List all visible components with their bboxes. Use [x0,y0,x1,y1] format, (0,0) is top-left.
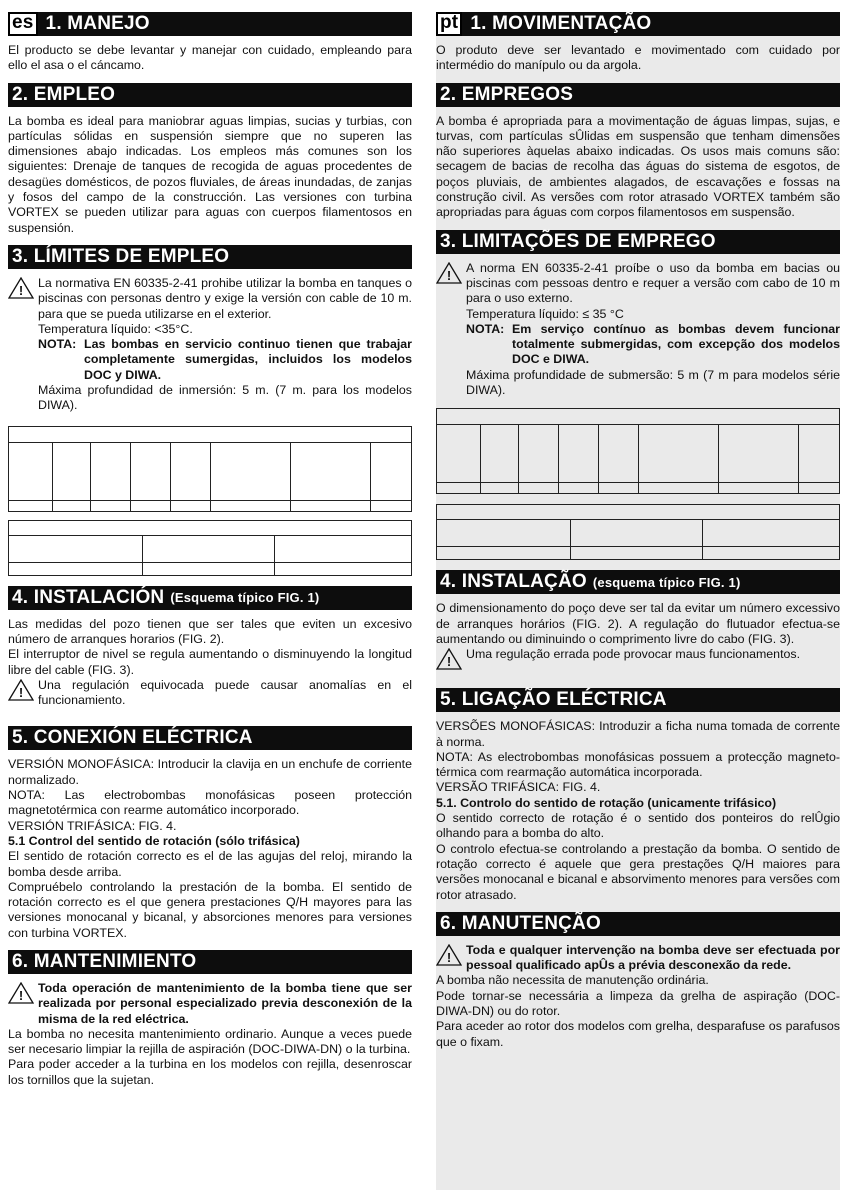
section-subtitle: (esquema típico FIG. 1) [592,574,741,590]
install-warning: Uma regulação errada pode provocar maus funcionamentos. [466,647,801,662]
rotation-text-1: O sentido correcto de rotação é o sentido dos ponteiros do relÛgio olhando para a bomba do alto. [436,811,840,841]
svg-text:!: ! [446,949,452,965]
table-cell [703,520,840,547]
svg-text:!: ! [18,684,24,700]
data-table-1 [436,408,840,494]
install-text-1: Las medidas del pozo tienen que ser tales que eviten un excesivo número de arranques horarios (FIG. 2). [8,616,412,646]
maintenance-text-2: Para poder acceder a la turbina en los modelos con rejilla, desenroscar los tornillos que la sujetan. [8,1057,412,1087]
depth-text: Máxima profundidad de inmersión: 5 m. (7 m. para los modelos DIWA). [38,383,412,413]
table-cell [9,442,53,500]
table-header-row [437,505,840,520]
section-6-heading [436,912,840,936]
data-table-1 [8,426,412,512]
electrical-text-1: VERSÕES MONOFÁSICAS: Introduzir a ficha numa tomada de corrente à norma. [436,719,840,749]
spanish-column [8,12,412,1088]
section-3-heading [436,230,840,254]
maintenance-text-3: Para aceder ao rotor dos modelos com grelha, desparafuse os parafusos que o fixam. [436,1019,840,1049]
section-3-heading [8,245,412,269]
section-2-heading [8,83,412,107]
section-title: 2. EMPLEO [12,83,116,105]
subsection-5-1-title: 5.1. Controlo do sentido de rotação (unicamente trifásico) [436,795,777,810]
section-title: 5. LIGAÇÃO ELÉCTRICA [440,689,667,711]
subsection-5-1-title: 5.1 Control del sentido de rotación (sólo trifásica) [8,833,300,848]
section-1-text: O produto deve ser levantado e movimentado com cuidado por intermédio do manípulo ou da argola. [436,43,840,73]
table-cell [91,442,131,500]
warning-block [436,261,840,399]
section-title: 1. MOVIMENTAÇÃO [470,13,652,34]
rotation-text-1: El sentido de rotación correcto es el de las agujas del reloj, mirando la bomba desde arriba. [8,849,412,879]
section-2-text: A bomba é apropriada para a movimentação de águas limpas, sujas, e turvas, com partículas sÛlidas em suspensão que tenham dimensões não superiores àquelas abaixo indicadas. Os usos mais comuns são: secagem de bacias de recolha das águas do sistema de esgotos, de poços pluviais, de ambientes alagados, de escavações e fossas na construção civil. As versões com rotor atrasado VORTEX também são apropriadas para águas com corpos filamentosos em suspensão. [436,113,840,220]
warning-icon [436,944,462,966]
table-cell [171,442,211,500]
depth-text: Máxima profundidade de submersão: 5 m (7 m para modelos série DIWA). [466,367,840,398]
electrical-text-3: VERSÃO TRIFÁSICA: FIG. 4. [436,780,601,795]
section-5-heading [436,688,840,712]
install-text-2: El interruptor de nivel se regula aumentando o disminuyendo la longitud libre del cable (FIG. 3). [8,647,412,677]
section-5-heading [8,726,412,750]
table-cell [437,520,571,547]
data-table-2 [436,504,840,560]
table-cell [519,425,559,483]
section-2-heading [436,83,840,107]
limits-text: A norma EN 60335-2-41 proíbe o uso da bomba em bacias ou piscinas com pessoas dentro e requer a versão com cabo de 10 m para o uso externo. [466,260,840,306]
electrical-text-2: NOTA: Las electrobombas monofásicas poseen protección magnetotérmica con rearme automático incorporado. [8,788,412,818]
table-header-row [9,426,412,442]
warning-block [8,981,412,1027]
warning-block [8,678,412,709]
note-text: Em serviço contínuo as bombas devem funcionar totalmente submergidas, com excepção dos modelos DOC e DIWA. [512,321,840,367]
table-cell [571,520,703,547]
maintenance-warning: Toda operación de mantenimiento de la bomba tiene que ser realizada por personal especializado previa desconexión de la misma de la red eléctrica. [38,980,412,1026]
table-cell [291,442,371,500]
table-cell [599,425,639,483]
electrical-text-3: VERSIÓN TRIFÁSICA: FIG. 4. [8,818,177,833]
table-cell [131,442,171,500]
section-subtitle: (Esquema típico FIG. 1) [170,590,320,606]
section-4-heading [8,586,412,610]
maintenance-warning: Toda e qualquer intervenção na bomba deve ser efectuada por pessoal qualificado apÛs a prévia desconexão da rede. [466,942,840,973]
section-2-text: La bomba es ideal para maniobrar aguas limpias, sucias y turbias, con partículas sólidas en suspensión siempre que no superen las dimensiones abajo indicadas. Los empleos más comunes son los siguientes: Drenaje de tanques de recogida de aguas procedentes de desagües domésticos, de pozos fluviales, de áreas inundadas, de zanjas y fosos del campo de la construcción. Las versiones con turbina VORTEX se pueden utilizar para aguas con cuerpos filamentosos en suspensión. [8,113,412,235]
note-block [38,337,412,383]
install-text-1: O dimensionamento do poço deve ser tal da evitar um número excessivo de arranques horários (FIG. 2). A regulação do flutuador efectua-se aumentando ou diminuindo o comprimento livre do cabo (FIG. 3). [436,601,840,646]
svg-text:!: ! [446,654,452,670]
warning-icon [436,648,462,670]
table-cell [211,442,291,500]
temperature-text: Temperatura líquido: ≤ 35 °C [466,306,624,321]
section-1-heading [436,12,840,36]
table-cell [559,425,599,483]
language-badge: pt [436,12,462,36]
section-title: 3. LÍMITES DE EMPLEO [12,245,230,267]
section-title: 4. INSTALACIÓN [12,586,165,608]
warning-icon [436,262,462,284]
table-cell [371,442,412,500]
section-title: 3. LIMITAÇÕES DE EMPREGO [440,230,716,252]
maintenance-text-1: A bomba não necessita de manutenção ordinária. [436,973,709,988]
warning-block [436,943,840,974]
section-title: 6. MANUTENÇÃO [440,912,601,934]
limits-text: La normativa EN 60335-2-41 prohibe utilizar la bomba en tanques o piscinas con personas dentro y exige la versión con cable de 10 m. para que se pueda utilizarse en el exterior. [38,275,412,321]
table-header-row [9,520,412,535]
section-4-heading [436,570,840,594]
data-table-2 [8,520,412,576]
section-1-text: El producto se debe levantar y manejar con cuidado, empleando para ello el asa o el cáncamo. [8,43,412,73]
install-warning: Una regulación equivocada puede causar anomalías en el funcionamiento. [38,677,412,708]
section-title: 1. MANEJO [45,13,150,34]
maintenance-text-2: Pode tornar-se necessária a limpeza da grelha de aspiração (DOC-DIWA-DN) ou do rotor. [436,988,840,1018]
portuguese-column [436,12,840,1190]
section-title: 2. EMPREGOS [440,83,574,105]
section-title: 4. INSTALAÇÃO [440,571,587,593]
note-label: NOTA: [38,337,77,352]
svg-text:!: ! [446,267,452,283]
section-title: 6. MANTENIMIENTO [12,950,197,972]
rotation-text-2: O controlo efectua-se controlando a prestação da bomba. O sentido de rotação correcto é aquele que gera prestações Q/H maiores para versões monocanal e bicanal e absorvimento menores para versões com rotor atrasado. [436,841,840,902]
electrical-text-2: NOTA: As electrobombas monofásicas possuem a protecção magneto-térmica com rearmação automática incorporada. [436,749,840,780]
section-title: 5. CONEXIÓN ELÉCTRICA [12,727,253,749]
language-badge: es [8,12,38,36]
table-cell [275,535,412,562]
note-text: Las bombas en servicio continuo tienen que trabajar completamente sumergidas, incluidos los modelos DOC y DIWA. [84,337,412,382]
temperature-text: Temperatura líquido: <35°C. [38,321,193,336]
warning-icon [8,277,34,299]
note-block [466,322,840,368]
maintenance-text-1: La bomba no necesita mantenimiento ordinario. Aunque a veces puede ser necesario limpiar la rejilla de aspiración (DOC-DIWA-DN) o la turbina. [8,1026,412,1057]
warning-icon [8,679,34,701]
table-cell [53,442,91,500]
warning-block [436,647,840,670]
table-cell [437,425,481,483]
table-cell [719,425,799,483]
electrical-text-1: VERSIÓN MONOFÁSICA: Introducir la clavija en un enchufe de corriente normalizado. [8,757,412,787]
section-6-heading [8,950,412,974]
svg-text:!: ! [18,987,24,1003]
section-1-heading [8,12,412,36]
table-cell [799,425,840,483]
table-cell [639,425,719,483]
svg-text:!: ! [18,282,24,298]
warning-icon [8,982,34,1004]
rotation-text-2: Compruébelo controlando la prestación de la bomba. El sentido de rotación correcto es el que genera prestaciones Q/H mayores para las versiones monocanal y bicanal, y absorciones menores para versiones con turbina VORTEX. [8,879,412,940]
table-cell [481,425,519,483]
table-header-row [437,409,840,425]
note-label: NOTA: [466,321,505,336]
table-cell [143,535,275,562]
warning-block [8,276,412,414]
table-cell [9,535,143,562]
